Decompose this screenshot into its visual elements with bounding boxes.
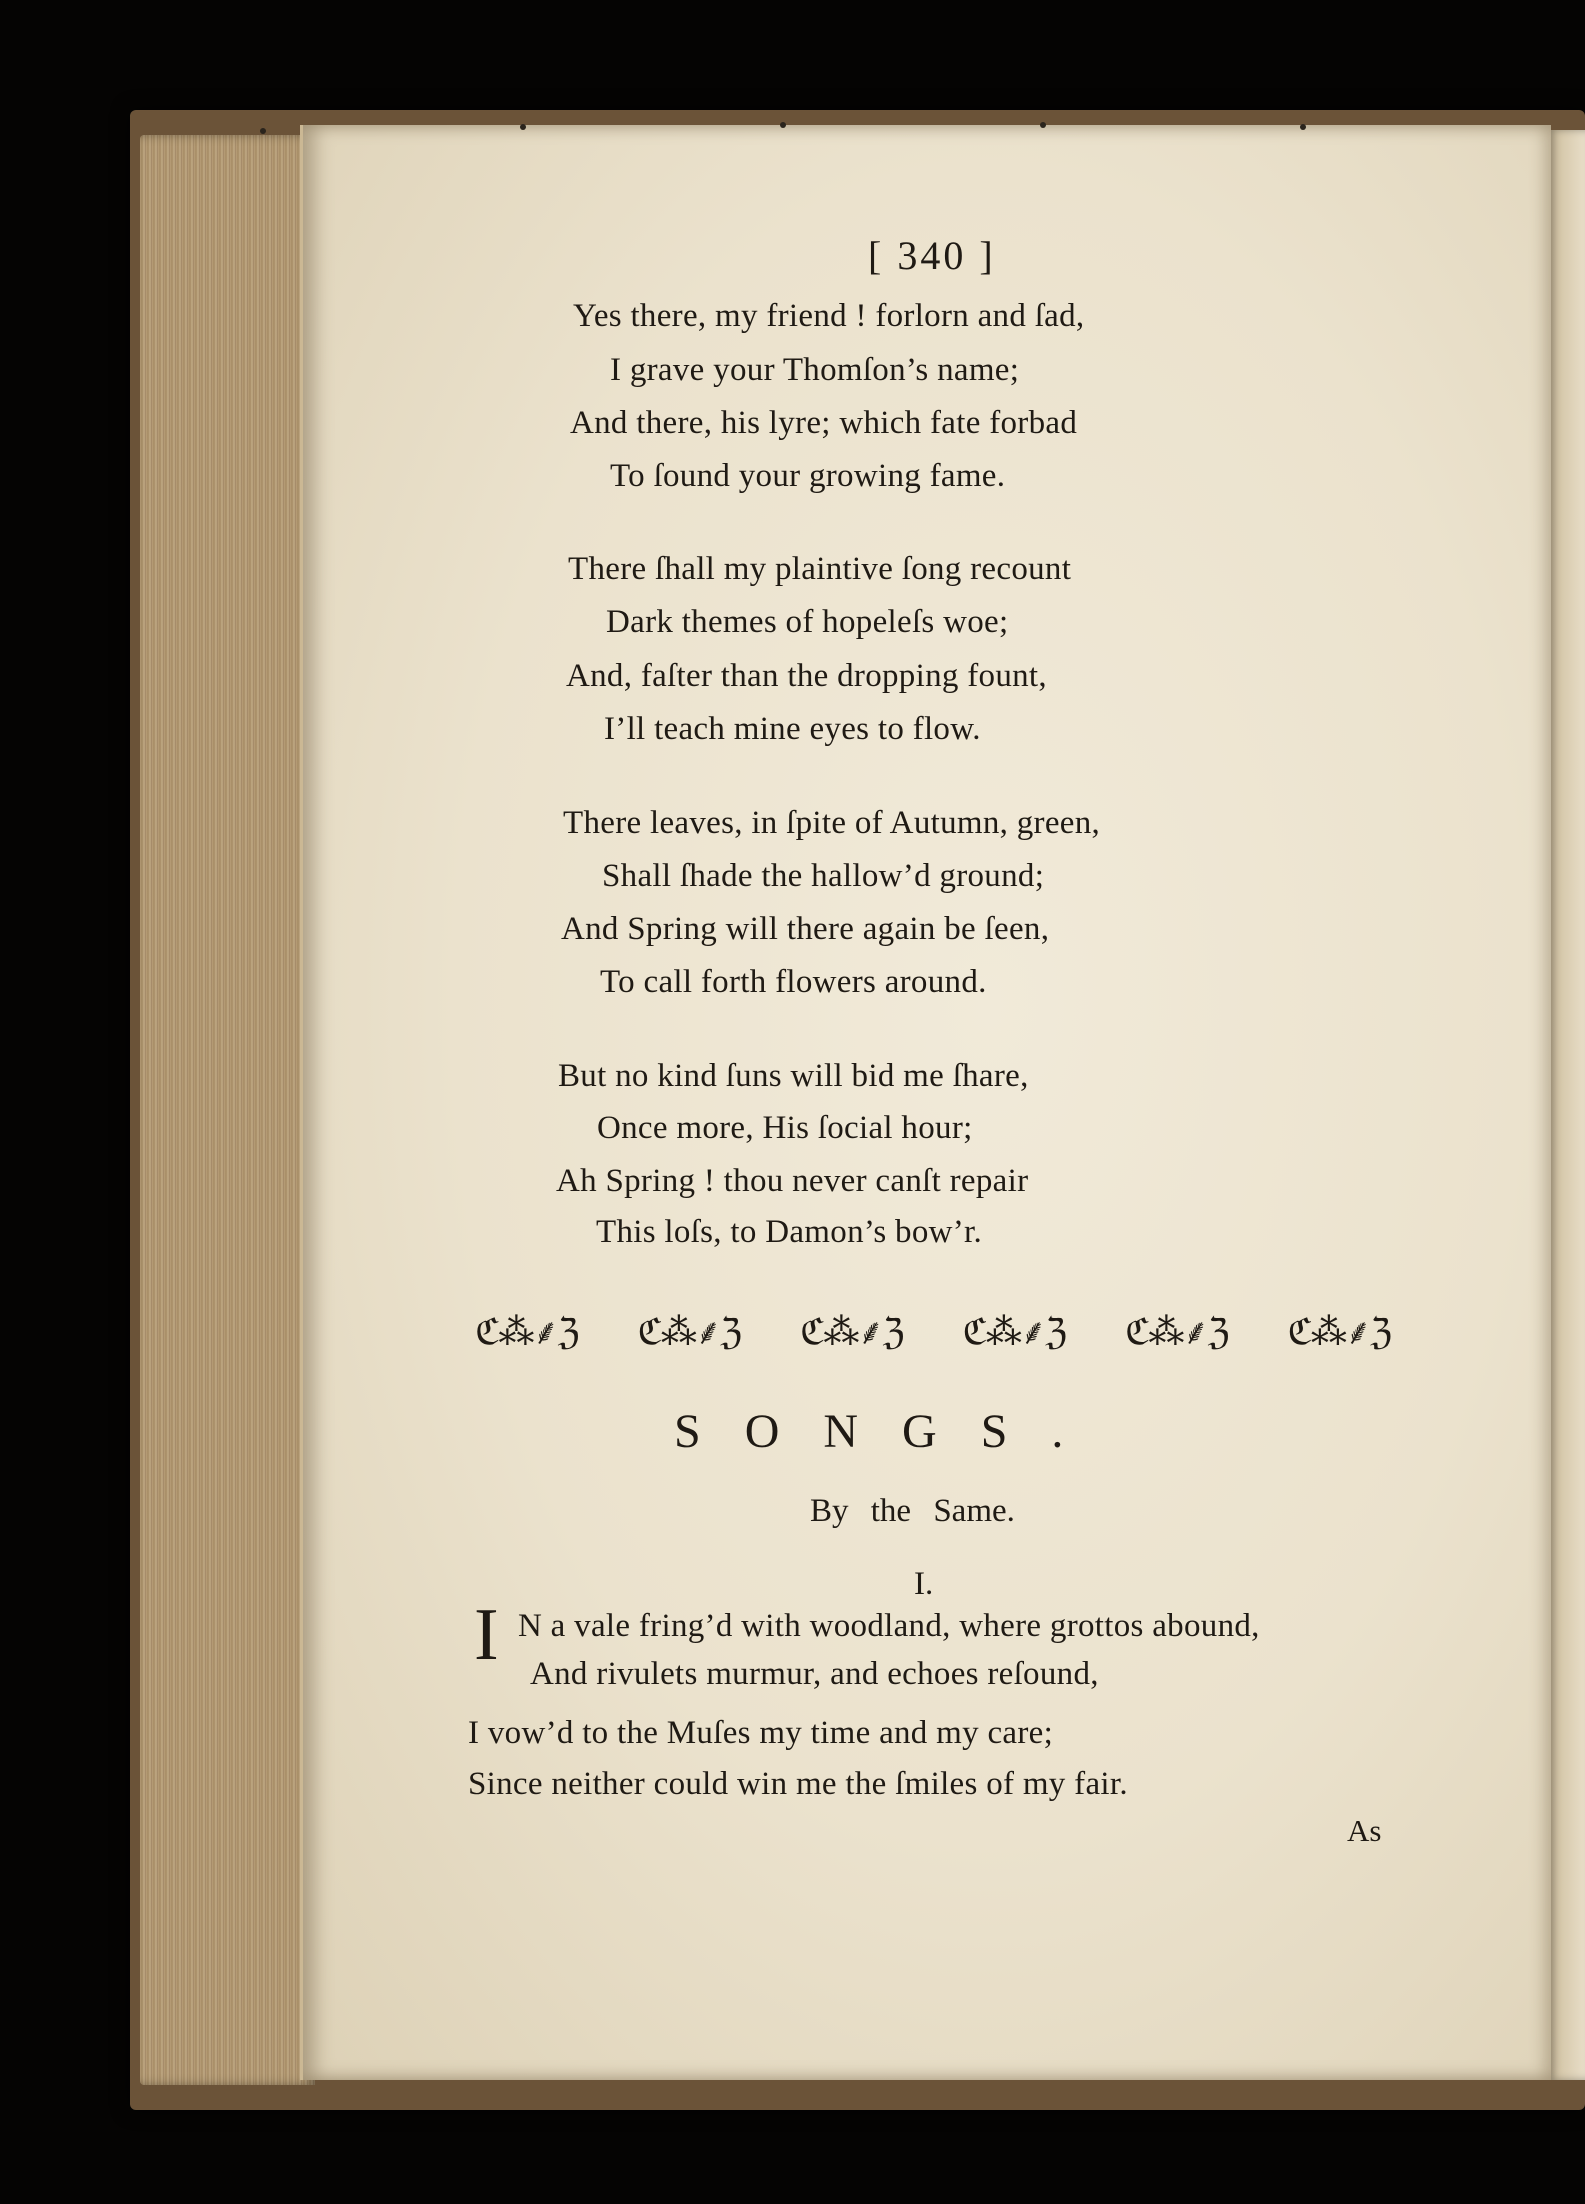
stanza-1-line-4: To ſound your growing fame. [610, 458, 1006, 494]
binding-bead [520, 124, 526, 130]
song-1-line-3: I vow’d to the Muſes my time and my care; [468, 1715, 1054, 1751]
ornament-glyph: ℭ⁂⸙ℨ [962, 1311, 1065, 1352]
stanza-3-line-2: Shall ſhade the hallow’d ground; [602, 858, 1045, 894]
binding-bead [780, 122, 786, 128]
binding-bead [1040, 122, 1046, 128]
stanza-3-line-4: To call forth flowers around. [600, 964, 987, 1000]
binding-bead [1300, 124, 1306, 130]
stanza-4-line-4: This loſs, to Damon’s bow’r. [596, 1214, 983, 1250]
page-number: [ 340 ] [868, 233, 996, 278]
stanza-3-line-3: And Spring will there again be ſeen, [561, 911, 1050, 947]
stanza-4-line-3: Ah Spring ! thou never canſt repair [556, 1163, 1029, 1199]
song-1-line-4: Since neither could win me the ſmiles of my fair. [468, 1766, 1128, 1802]
section-heading: SONGS. [674, 1405, 1108, 1458]
stanza-2-line-3: And, faſter than the dropping fount, [566, 658, 1047, 694]
stanza-1-line-3: And there, his lyre; which fate forbad [570, 405, 1078, 441]
ornament-glyph: ℭ⁂⸙ℨ [1287, 1311, 1390, 1352]
catchword: As [1347, 1813, 1382, 1848]
stanza-2-line-2: Dark themes of hopeleſs woe; [606, 604, 1009, 640]
stanza-2-line-4: I’ll teach mine eyes to flow. [604, 711, 981, 747]
stanza-3-line-1: There leaves, in ſpite of Autumn, green, [563, 805, 1101, 841]
stanza-1-line-1: Yes there, my friend ! forlorn and ſad, [573, 298, 1085, 334]
section-subheading: By the Same. [810, 1493, 1015, 1529]
binding-bead [260, 128, 266, 134]
stanza-2-line-1: There ſhall my plaintive ſong recount [568, 551, 1072, 587]
stanza-4-line-2: Once more, His ſocial hour; [597, 1110, 973, 1146]
song-1-line-2: And rivulets murmur, and echoes reſound, [530, 1656, 1099, 1692]
stanza-1-line-2: I grave your Thomſon’s name; [610, 352, 1020, 388]
ornamental-rule [475, 1305, 1390, 1355]
drop-cap: I [474, 1594, 499, 1676]
ornament-glyph: ℭ⁂⸙ℨ [1125, 1311, 1228, 1352]
page-edges [140, 135, 315, 2085]
stanza-4-line-1: But no kind ſuns will bid me ſhare, [558, 1058, 1029, 1094]
ornament-glyph: ℭ⁂⸙ℨ [475, 1311, 578, 1352]
song-1-line-1: N a vale fring’d with woodland, where grottos abound, [518, 1608, 1260, 1644]
facing-page-edge [1548, 130, 1585, 2080]
ornament-glyph: ℭ⁂⸙ℨ [637, 1311, 740, 1352]
ornament-glyph: ℭ⁂⸙ℨ [800, 1311, 903, 1352]
show-through-1 [1310, 320, 1340, 350]
song-number: I. [914, 1566, 934, 1602]
